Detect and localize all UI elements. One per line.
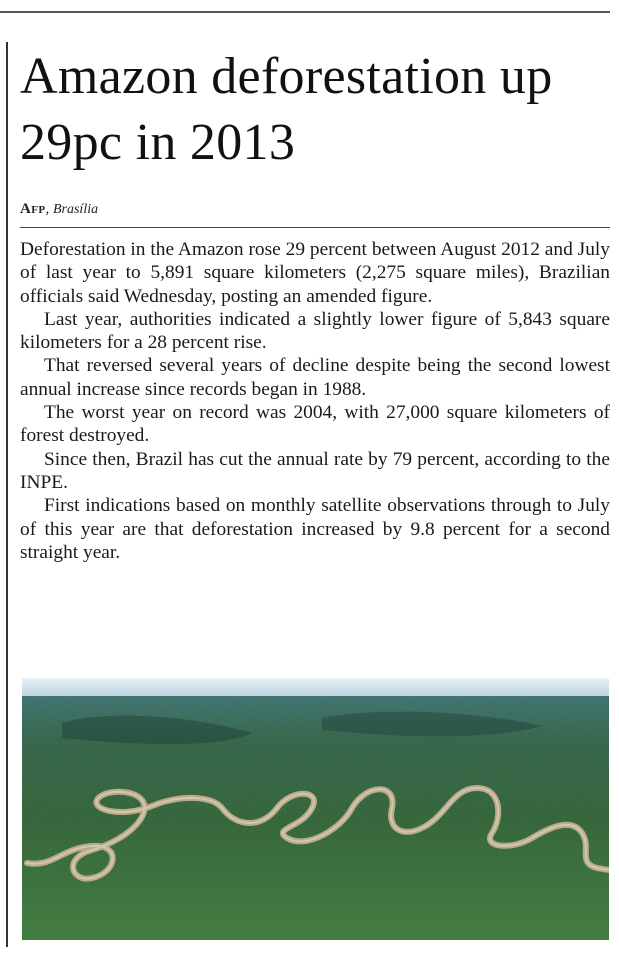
byline xyxy=(20,201,98,218)
amazon-river-illustration xyxy=(22,678,609,940)
headline: Amazon deforestation up 29pc in 2013 xyxy=(20,48,553,171)
article-paragraph: That reversed several years of decline despite being the second lowest annual increase since records began in 1988. xyxy=(20,355,610,400)
byline-location: Brasília xyxy=(52,202,99,217)
article-paragraph: Since then, Brazil has cut the annual rate by 79 percent, according to the INPE. xyxy=(20,448,610,493)
article-body xyxy=(20,238,610,564)
article-paragraph: Last year, authorities indicated a slightly lower figure of 5,843 square kilometers for a 28 percent rise. xyxy=(20,308,610,354)
top-rule xyxy=(0,11,610,13)
article-paragraph: First indications based on monthly satellite observations through to July of this year are that deforestation increased by 9.8 percent for a second straight year. xyxy=(20,495,610,563)
article-paragraph: Deforestation in the Amazon rose 29 percent between August 2012 and July of last year to 5,891 square kilometers (2,275 square miles), Brazilian officials said Wednesday, posting an amended figure. xyxy=(20,239,610,307)
amazon-river-photo xyxy=(22,678,609,940)
article-paragraph: The worst year on record was 2004, with 27,000 square kilometers of forest destroyed. xyxy=(20,402,610,447)
byline-rule xyxy=(20,227,610,228)
byline-agency: Afp xyxy=(20,201,46,217)
byline-separator: , xyxy=(45,201,53,217)
column-rule xyxy=(6,42,8,947)
